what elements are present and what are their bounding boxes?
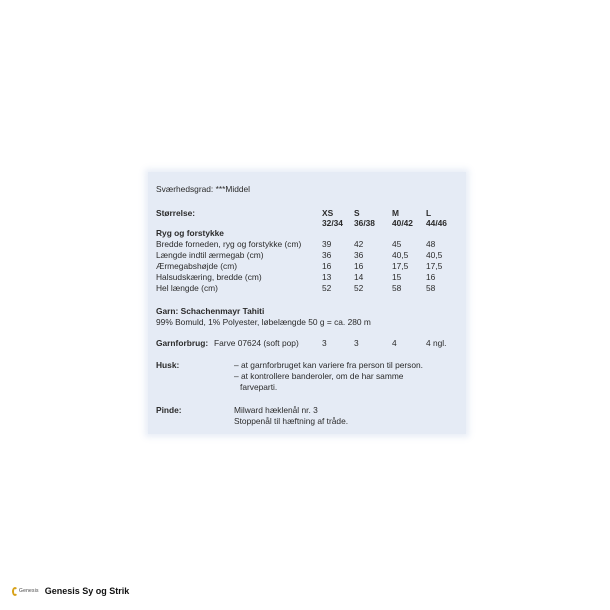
row-label: Ærmegabshøjde (cm) [156,261,237,271]
brand-logo [12,587,39,596]
row-value: 17,5 [426,261,443,271]
consumption-value: 4 [392,338,397,348]
consumption-label: Garnforbrug: [156,338,209,348]
row-value: 52 [322,283,332,293]
difficulty-text: Sværhedsgrad: ***Middel [156,184,251,194]
row-value: 36 [354,250,364,260]
row-value: 15 [392,272,402,282]
row-value: 58 [392,283,402,293]
size-xs-letter: XS [322,208,334,218]
remember-line: – at garnforbruget kan variere fra person til person. [234,360,424,370]
row-label: Bredde forneden, ryg og forstykke (cm) [156,239,302,249]
size-m-letter: M [392,208,399,218]
consumption-value: 3 [354,338,359,348]
row-label: Halsudskæring, bredde (cm) [156,272,262,282]
row-value: 48 [426,239,436,249]
swoosh-icon [12,587,18,596]
consumption-value: 4 ngl. [426,338,447,348]
row-value: 40,5 [392,250,409,260]
brand-name: Genesis Sy og Strik [44,586,130,596]
row-value: 14 [354,272,364,282]
sizes-heading: Størrelse: [156,208,196,218]
size-m-numbers: 40/42 [392,218,413,228]
yarn-description: 99% Bomuld, 1% Polyester, løbelængde 50 g = ca. 280 m [156,317,371,327]
size-s-numbers: 36/38 [354,218,375,228]
needles-label: Pinde: [156,405,182,415]
row-value: 16 [322,261,332,271]
remember-line: – at kontrollere banderoler, om de har samme [234,371,404,381]
row-value: 17,5 [392,261,409,271]
needles-line: Milward hæklenål nr. 3 [234,405,318,415]
consumption-color: Farve 07624 (soft pop) [214,338,299,348]
footer [12,584,129,598]
row-value: 39 [322,239,332,249]
pattern-info-card [148,172,466,434]
consumption-value: 3 [322,338,327,348]
yarn-title: Garn: Schachenmayr Tahiti [156,306,265,316]
row-label: Længde indtil ærmegab (cm) [156,250,264,260]
row-value: 36 [322,250,332,260]
size-l-letter: L [426,208,432,218]
row-value: 16 [426,272,436,282]
size-xs-numbers: 32/34 [322,218,343,228]
needles-line: Stoppenål til hæftning af tråde. [234,416,349,426]
row-value: 13 [322,272,332,282]
logo-wordmark: Genesis [19,588,39,594]
section-title: Ryg og forstykke [156,228,224,238]
row-value: 52 [354,283,364,293]
row-value: 45 [392,239,402,249]
row-value: 16 [354,261,364,271]
row-label: Hel længde (cm) [156,283,218,293]
row-value: 40,5 [426,250,443,260]
remember-label: Husk: [156,360,180,370]
size-l-numbers: 44/46 [426,218,447,228]
remember-line: farveparti. [240,382,278,392]
size-s-letter: S [354,208,360,218]
row-value: 42 [354,239,364,249]
row-value: 58 [426,283,436,293]
